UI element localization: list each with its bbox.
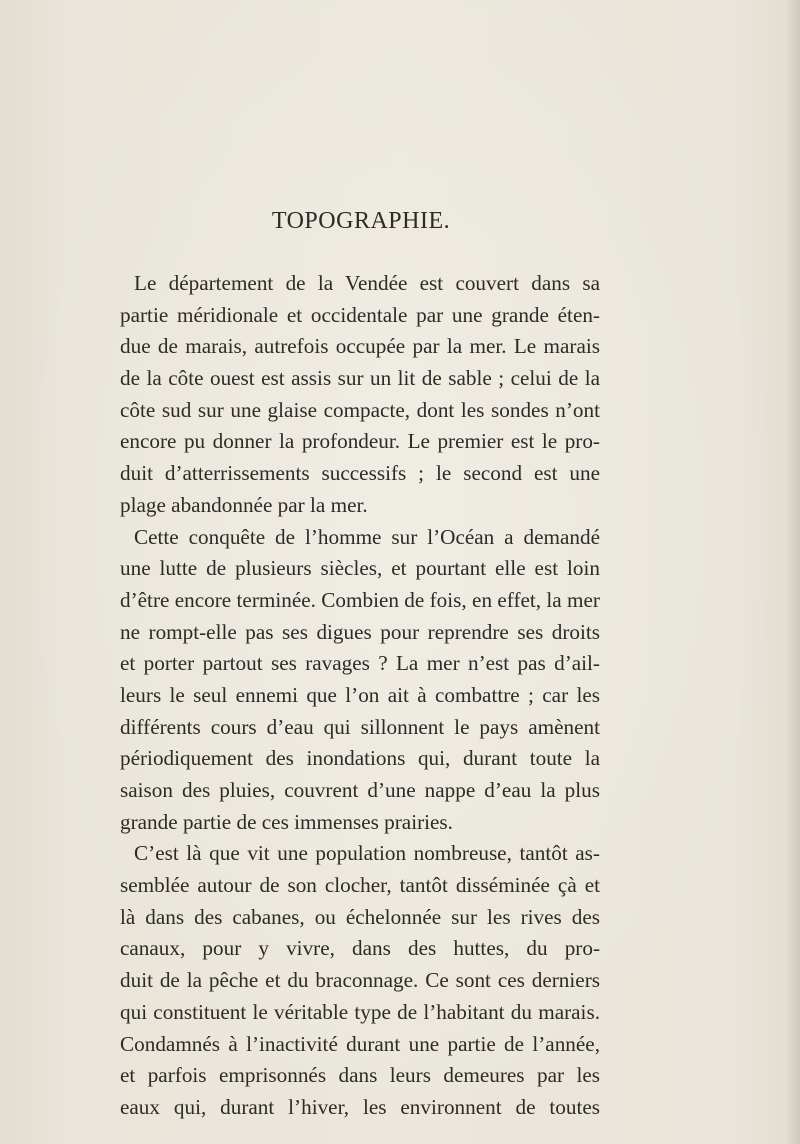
text-line: Le département de la Vendée est couvert dans sa xyxy=(134,271,600,295)
text-line: Cette conquête de l’homme sur l’Océan a demandé xyxy=(134,524,600,549)
text-line: duit d’atterrissements successifs ; le second est une xyxy=(120,461,600,486)
text-line: périodiquement des inondations qui, durant toute la xyxy=(120,746,600,771)
text-line: différents cours d’eau qui sillonnent le pays amènent xyxy=(120,714,600,739)
text-line: C’est là que vit une population nombreuse, tantôt as- xyxy=(134,841,600,866)
text-line: semblée autour de son clocher, tantôt disséminée çà et xyxy=(120,873,600,898)
page-title: TOPOGRAPHIE. xyxy=(271,208,451,234)
text-line: plage abandonnée par la mer. xyxy=(120,492,368,517)
text-line: leurs le seul ennemi que l’on ait à combattre ; car les xyxy=(120,682,600,707)
text-line: due de marais, autrefois occupée par la mer. Le marais xyxy=(120,334,600,359)
text-line: eaux qui, durant l’hiver, les environnent de toutes xyxy=(120,1094,600,1119)
text-line: côte sud sur une glaise compacte, dont les sondes n’ont xyxy=(120,397,600,422)
text-line: d’être encore terminée. Combien de fois, en effet, la mer xyxy=(120,587,600,612)
page-edge-shadow xyxy=(786,0,800,1144)
text-line: duit de la pêche et du braconnage. Ce sont ces derniers xyxy=(120,968,600,993)
text-line: ne rompt-elle pas ses digues pour reprendre ses droits xyxy=(120,619,600,644)
text-line: Condamnés à l’inactivité durant une partie de l’année, xyxy=(120,1031,600,1056)
body-text xyxy=(120,268,600,1124)
text-line: une lutte de plusieurs siècles, et pourtant elle est loin xyxy=(120,556,600,581)
text-line: partie méridionale et occidentale par une grande éten- xyxy=(120,302,600,327)
text-line: canaux, pour y vivre, dans des huttes, du pro- xyxy=(120,936,600,961)
text-line: qui constituent le véritable type de l’habitant du marais. xyxy=(120,999,600,1024)
text-line: et parfois emprisonnés dans leurs demeures par les xyxy=(120,1063,600,1088)
text-line: de la côte ouest est assis sur un lit de sable ; celui de la xyxy=(120,366,600,391)
text-line: saison des pluies, couvrent d’une nappe d’eau la plus xyxy=(120,778,600,802)
text-line: encore pu donner la profondeur. Le premier est le pro- xyxy=(120,429,600,454)
text-line: là dans des cabanes, ou échelonnée sur les rives des xyxy=(120,904,600,929)
text-line: grande partie de ces immenses prairies. xyxy=(120,809,453,834)
text-line: et porter partout ses ravages ? La mer n’est pas d’ail- xyxy=(120,651,600,676)
